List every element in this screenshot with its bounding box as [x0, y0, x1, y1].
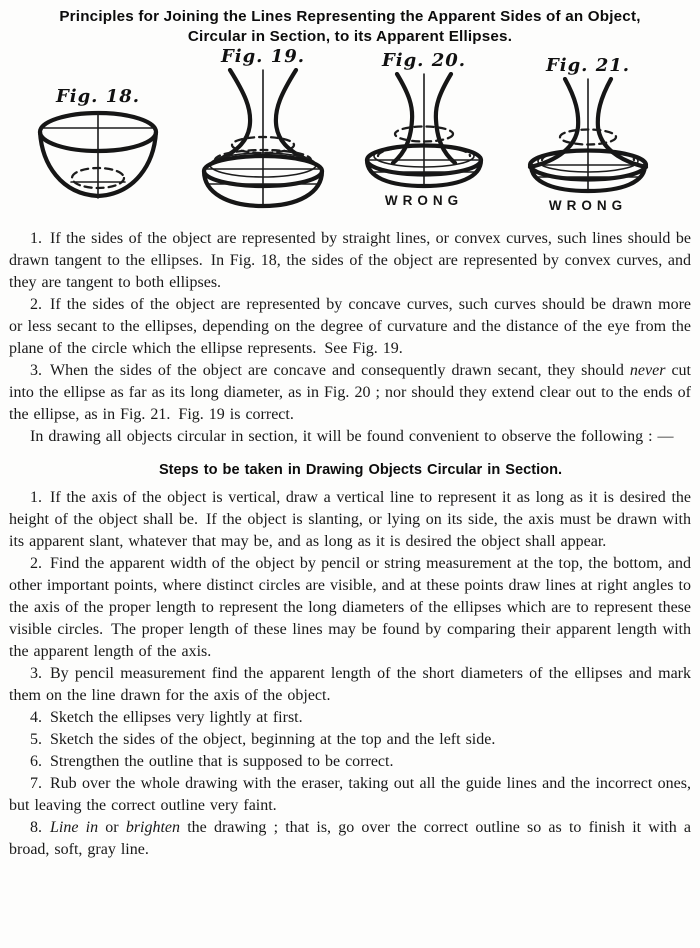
figure-21-caption: Fig. 21. — [545, 55, 631, 76]
step-3-text: 3. By pencil measurement find the apparent length of the short diameters of the ellipses and mark them on the line drawn for the axis of the object. — [9, 665, 691, 704]
step-8 — [9, 817, 691, 861]
step-8-number: 8. — [30, 819, 50, 836]
figure-19-vase-drawing — [188, 68, 338, 211]
step-1 — [9, 487, 691, 553]
step-6 — [9, 751, 691, 773]
figure-18 — [28, 86, 168, 203]
step-1-text: 1. If the axis of the object is vertical, draw a vertical line to represent it as long as it is desired the height of the object shall be. If the object is slanting, or lying on its side, the axis must be drawn with its apparent slant, whatever that may be, and as long as it is desired the object shall appear. — [9, 489, 691, 550]
figure-20-wrong-label: WRONG — [384, 193, 464, 208]
figure-21-vase-drawing — [513, 77, 663, 195]
figure-18-bowl-drawing — [31, 108, 166, 203]
principles-outro-text: In drawing all objects circular in section, it will be found convenient to observe the following : — — [30, 428, 674, 445]
figure-18-caption: Fig. 18. — [55, 86, 141, 107]
steps-section-heading: Steps to be taken in Drawing Objects Circular in Section. — [158, 462, 563, 478]
principle-3-text-post: cut into the ellipse as far as its long diameter, as in Fig. 20 ; nor should they extend clear out to the ends of the ellipse, as in Fig. 21. Fig. 19 is correct. — [9, 362, 692, 423]
principle-3-emphasis-never: never — [629, 362, 666, 379]
step-5-text: 5. Sketch the sides of the object, beginning at the top and the left side. — [30, 731, 496, 748]
step-8-emphasis-brighten: brighten — [125, 819, 181, 836]
principle-1-text: 1. If the sides of the object are represented by straight lines, or convex curves, such lines should be drawn tangent to the ellipses. In Fig. 18, the sides of the object are represented by convex curves, and they are tangent to both ellipses. — [9, 230, 691, 291]
step-8-emphasis-line-in: Line in — [50, 819, 99, 836]
principle-1 — [9, 228, 691, 294]
step-6-text: 6. Strengthen the outline that is supposed to be correct. — [30, 753, 394, 770]
figure-19 — [183, 46, 343, 211]
step-7 — [9, 773, 691, 817]
step-2 — [9, 553, 691, 663]
step-8-text-mid: or — [98, 819, 126, 836]
figure-20-vase-drawing — [349, 72, 499, 190]
principle-2-text: 2. If the sides of the object are represented by concave curves, such curves should be drawn more or less secant to the ellipses, depending on the degree of curvature and the distance of the eye from the plane of the circle which the ellipse represents. See Fig. 19. — [9, 296, 691, 357]
body-text — [0, 222, 700, 861]
figure-21-wrong-label: WRONG — [548, 198, 628, 213]
principles-outro — [9, 426, 691, 448]
principle-3 — [9, 360, 691, 426]
figures-row — [0, 46, 700, 222]
page-title-line2: Circular in Section, to its Apparent Ellipses. — [187, 27, 513, 45]
principle-2 — [9, 294, 691, 360]
figure-21 — [513, 55, 663, 213]
step-3 — [9, 663, 691, 707]
page-title — [0, 0, 700, 46]
figure-19-caption: Fig. 19. — [220, 46, 306, 67]
step-4 — [9, 707, 691, 729]
step-2-text: 2. Find the apparent width of the object by pencil or string measurement at the top, the bottom, and other important points, where distinct circles are visible, and at these points draw lines at right angles to the axis of the proper length to represent the long diameters of the ellipses which are to represent these visible circles. The proper length of these lines may be found by comparing their apparent length with the apparent length of the axis. — [9, 555, 691, 660]
principle-3-text-pre: 3. When the sides of the object are concave and consequently drawn secant, they should — [30, 362, 630, 379]
figure-20 — [348, 50, 500, 208]
step-5 — [9, 729, 691, 751]
page-title-line1: Principles for Joining the Lines Representing the Apparent Sides of an Object, — [59, 8, 641, 25]
step-4-text: 4. Sketch the ellipses very lightly at first. — [30, 709, 303, 726]
step-8-text-post: the drawing ; that is, go over the correct outline so as to finish it with a broad, soft, gray line. — [9, 819, 692, 858]
figure-20-caption: Fig. 20. — [381, 50, 467, 71]
step-7-text: 7. Rub over the whole drawing with the eraser, taking out all the guide lines and the incorrect ones, but leaving the correct outline very faint. — [9, 775, 691, 814]
